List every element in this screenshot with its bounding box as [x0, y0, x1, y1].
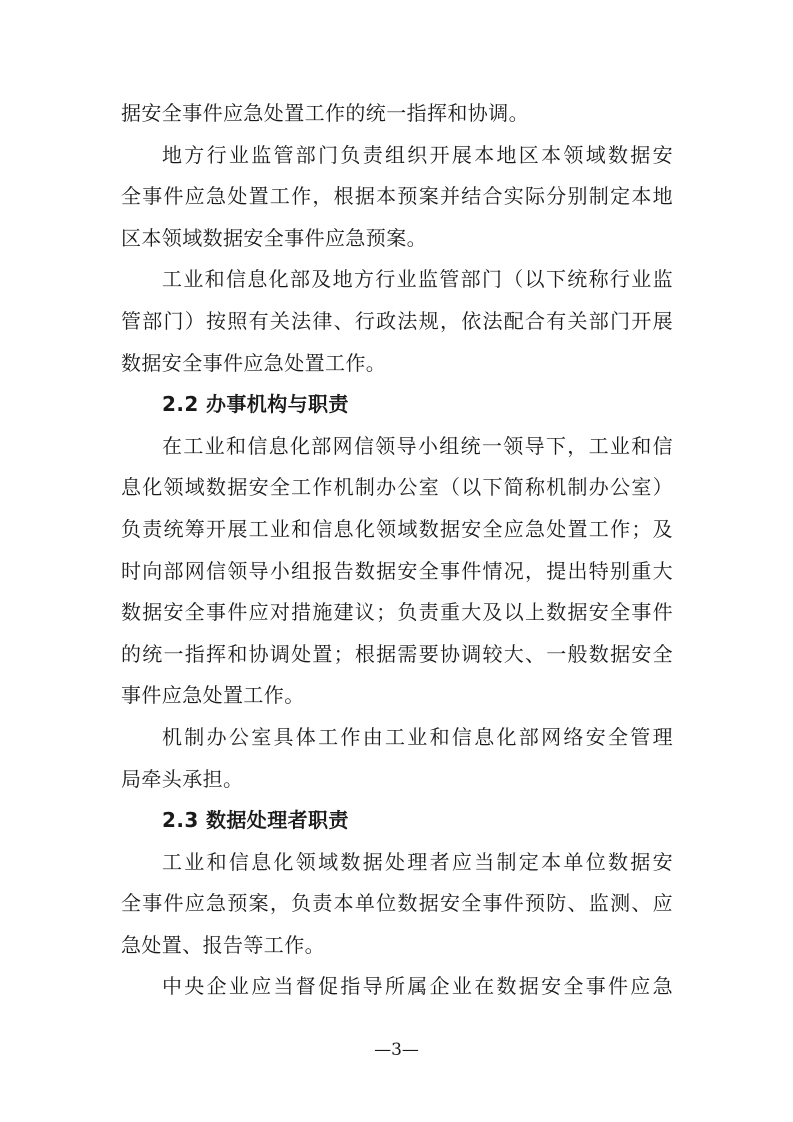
document-body	[121, 93, 673, 1008]
paragraph-line: 地方行业监管部门负责组织开展本地区本领域数据安	[162, 142, 673, 167]
paragraph-line: 数据安全事件应急处置工作。	[121, 350, 387, 375]
paragraph-line: 数据安全事件应对措施建议；负责重大及以上数据安全事件	[121, 600, 673, 625]
paragraph-line: 息化领域数据安全工作机制办公室（以下简称机制办公室）	[121, 475, 673, 500]
paragraph-line: 局牵头承担。	[121, 766, 244, 791]
paragraph-line: 区本领域数据安全事件应急预案。	[121, 225, 427, 250]
paragraph-line: 时向部网信领导小组报告数据安全事件情况，提出特别重大	[121, 558, 673, 583]
page-number: —3—	[374, 1040, 419, 1060]
paragraph-line: 负责统筹开展工业和信息化领域数据安全应急处置工作；及	[121, 516, 673, 541]
paragraph-line: 全事件应急预案，负责本单位数据安全事件预防、监测、应	[121, 891, 673, 916]
paragraph-line: 事件应急处置工作。	[121, 683, 305, 708]
paragraph-line: 中央企业应当督促指导所属企业在数据安全事件应急	[162, 974, 673, 999]
paragraph-line: 工业和信息化部及地方行业监管部门（以下统称行业监	[162, 267, 673, 292]
paragraph-line: 急处置、报告等工作。	[121, 932, 325, 957]
paragraph-line: 据安全事件应急处置工作的统一指挥和协调。	[121, 101, 529, 125]
paragraph-line: 机制办公室具体工作由工业和信息化部网络安全管理	[162, 724, 673, 749]
section-heading: 2.2 办事机构与职责	[162, 392, 349, 417]
paragraph-line: 管部门）按照有关法律、行政法规，依法配合有关部门开展	[121, 308, 673, 333]
paragraph-line: 在工业和信息化部网信领导小组统一领导下，工业和信	[162, 433, 673, 458]
paragraph-line: 的统一指挥和协调处置；根据需要协调较大、一般数据安全	[121, 641, 673, 666]
section-heading: 2.3 数据处理者职责	[162, 808, 349, 833]
paragraph-line: 全事件应急处置工作，根据本预案并结合实际分别制定本地	[121, 184, 673, 209]
paragraph-line: 工业和信息化领域数据处理者应当制定本单位数据安	[162, 849, 673, 874]
